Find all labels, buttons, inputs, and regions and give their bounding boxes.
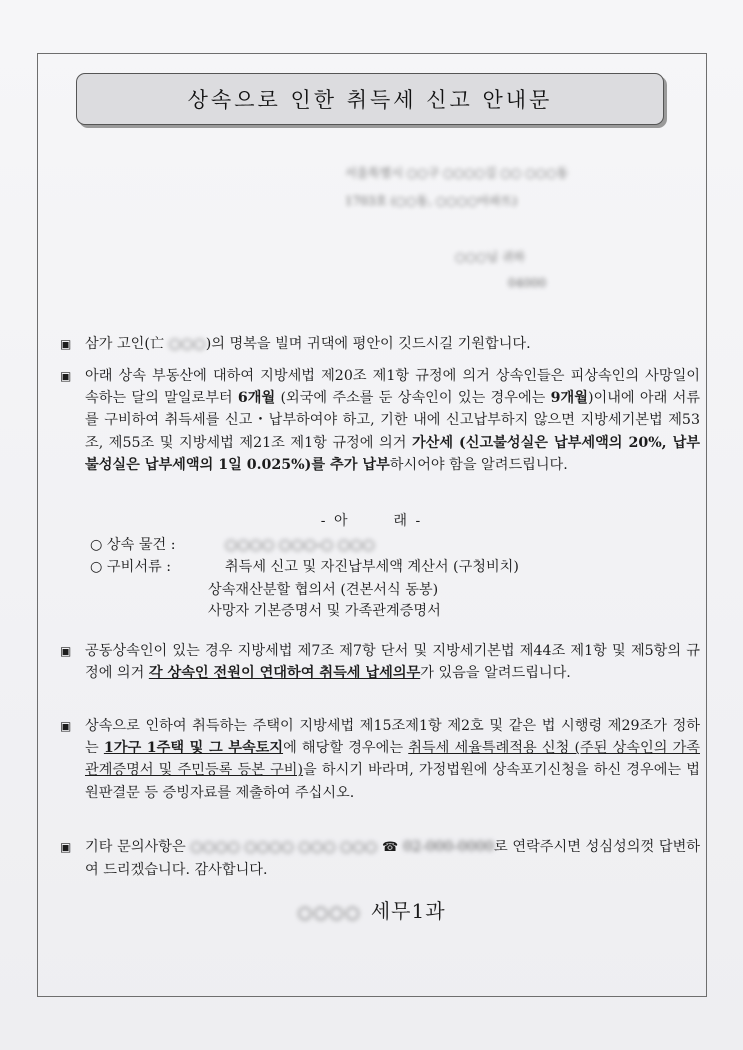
special-rate-underlined: 취득세 세율특례적용 신청 (주된 상속인의 가족관계증명서 및 주민등록 등본 구비) (85, 740, 700, 779)
issuer-department: 세무1과 (370, 899, 446, 923)
section-heading (0, 510, 743, 530)
condolence-paragraph (60, 333, 700, 355)
square-bullet-icon: ▣ (60, 719, 72, 733)
text: 기타 문의사항은 (85, 839, 191, 855)
condolence-suffix: )의 명복을 빌며 귀댁에 평안이 깃드시길 기원합니다. (205, 336, 531, 352)
heading-left: - 아 (320, 513, 350, 529)
nine-months-bold: 9개월 (550, 390, 588, 407)
joint-liability-underlined: 각 상속인 전원이 연대하여 취득세 납세의무 (148, 665, 421, 682)
deceased-name: ○○○ (168, 336, 206, 352)
special-rate-paragraph (60, 715, 700, 804)
square-bullet-icon: ▣ (60, 337, 72, 351)
six-months-bold: 6개월 (237, 390, 276, 407)
issuer-office: ○○○○ (297, 903, 361, 923)
penalty-tax-bold: 가산세 (신고불성실은 납부세액의 20%, 납부불성실은 납부세액의 1일 0.025%)를 추가 납부 (85, 434, 700, 473)
issuer-footer (0, 895, 743, 924)
text: 가 있음을 알려드립니다. (420, 665, 571, 682)
text: 을 하시기 바라며, 가정법원에 상속포기신청을 하신 경우에는 법원판결문 등 증빙자료를 제출하여 주십시오. (85, 762, 700, 801)
inherited-property-item (90, 535, 375, 555)
one-house-underlined: 1가구 1주택 및 그 부속토지 (103, 740, 284, 757)
title-box (76, 73, 664, 125)
phone-icon: ☎ (381, 840, 399, 855)
property-address: ○○○○ ○○○-○ ○○○ (224, 537, 375, 553)
text: 상속으로 인하여 취득하는 주택이 지방세법 제15조제1항 제2호 및 같은 법 시행령 제29조가 정하는 (85, 718, 700, 757)
condolence-prefix: 삼가 고인(亡 (85, 336, 169, 352)
text: )이내에 아래 서류를 구비하여 취득세를 신고・납부하여야 하고, 기한 내에 신고납부하지 않으면 지방세기본법 제53조, 제55조 및 지방세법 제21조 제1항 규정에 의거 (85, 390, 700, 451)
joint-liability-paragraph (60, 640, 700, 684)
document-3: 사망자 기본증명서 및 가족관계증명서 (208, 603, 441, 619)
text: 로 연락주시면 성심성의껏 답변하여 드리겠습니다. 감사합니다. (85, 839, 700, 879)
contact-paragraph (60, 836, 700, 881)
text: 하시어야 함을 알려드립니다. (389, 456, 568, 473)
phone-number: 02-000-0000 (403, 839, 494, 855)
text: 아래 상속 부동산에 대하여 지방세법 제20조 제1항 규정에 의거 상속인들은 피상속인의 사망일이 속하는 달의 말일로부터 (85, 368, 700, 407)
document-2: 상속재산분할 협의서 (견본서식 동봉) (208, 582, 439, 598)
text: 에 해당할 경우에는 (283, 740, 409, 757)
square-bullet-icon: ▣ (60, 644, 72, 658)
circle-bullet-icon: ○ (90, 559, 103, 575)
text: (외국에 주소를 둔 상속인이 있는 경우에는 (275, 390, 551, 407)
circle-bullet-icon: ○ (90, 537, 103, 553)
page-title: 상속으로 인한 취득세 신고 안내문 (187, 88, 553, 112)
item-label: 상속 물건 : (106, 537, 176, 553)
address-line-2: 1703호 (○○동, ○○○○아파트) (345, 194, 518, 208)
square-bullet-icon: ▣ (60, 369, 72, 383)
contact-department: ○○○○ ○○○○ ○○○ ○○○ (190, 839, 378, 855)
filing-deadline-paragraph (60, 365, 700, 476)
item-label: 구비서류 : (106, 559, 172, 575)
required-documents-item (90, 557, 519, 577)
heading-right: 래 - (393, 513, 423, 529)
document-1: 취득세 신고 및 자진납부세액 계산서 (구청비치) (224, 559, 519, 575)
postal-code: 04000 (508, 276, 547, 290)
recipient-name: ○○○님 귀하 (455, 250, 526, 264)
square-bullet-icon: ▣ (60, 840, 72, 854)
text: 공동상속인이 있는 경우 지방세법 제7조 제7항 단서 및 지방세기본법 제44조 제1항 및 제5항의 규정에 의거 (85, 643, 700, 682)
address-line-1: 서울특별시 ○○구 ○○○○길 ○○ ○○○동 (345, 166, 569, 180)
